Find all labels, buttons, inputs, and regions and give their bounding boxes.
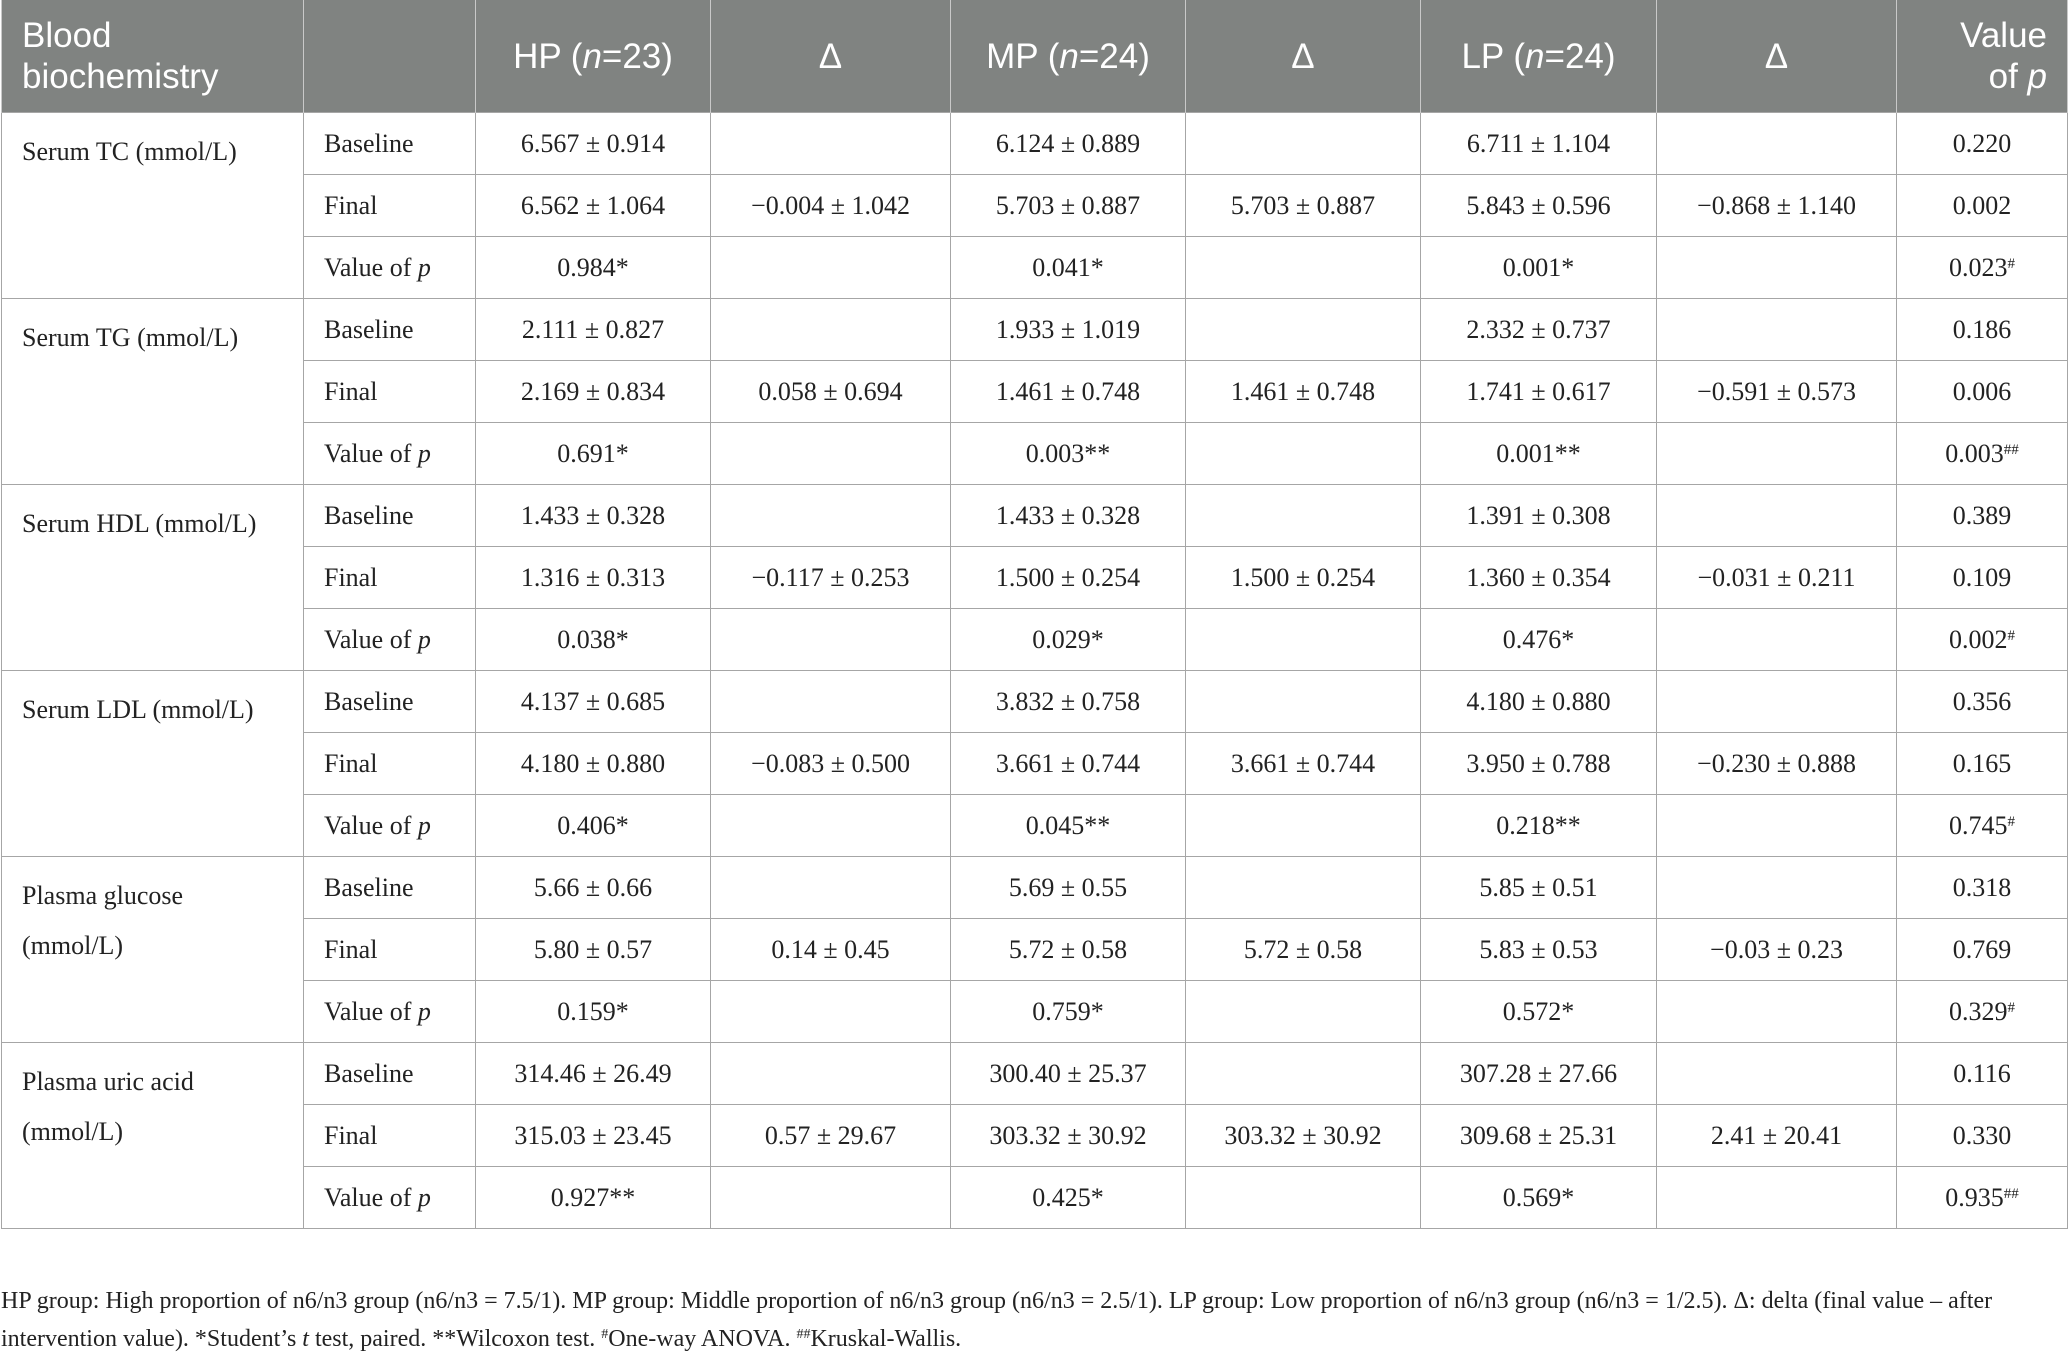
hp-delta-empty-cell <box>711 423 951 485</box>
footnote-part2: test, paired. **Wilcoxon test. <box>308 1326 602 1352</box>
hp-delta-empty-cell <box>711 981 951 1043</box>
hp-pvalue-cell: 0.691* <box>476 423 711 485</box>
table-row <box>2 485 2068 547</box>
lp-delta-empty-cell <box>1657 857 1897 919</box>
header-hp-delta: Δ <box>711 0 951 113</box>
blood-biochemistry-table <box>1 0 2068 1229</box>
lp-pvalue-cell: 0.001** <box>1421 423 1657 485</box>
header-mp-suffix: =24) <box>1078 36 1150 76</box>
table-row <box>2 919 2068 981</box>
footnote-t-var: t <box>302 1326 309 1352</box>
p-baseline-cell: 0.356 <box>1897 671 2068 733</box>
lp-pvalue-cell: 0.476* <box>1421 609 1657 671</box>
lp-delta-empty-cell <box>1657 671 1897 733</box>
p-pvalue-cell <box>1897 237 2068 299</box>
hp-delta-empty-cell <box>711 237 951 299</box>
pvalue-label-var: p <box>417 1182 431 1212</box>
lp-final-cell: 3.950 ± 0.788 <box>1421 733 1657 795</box>
pvalue-label-prefix: Value of <box>324 996 418 1026</box>
hp-delta-cell: 0.57 ± 29.67 <box>711 1105 951 1167</box>
mp-delta-empty-cell <box>1186 1167 1421 1229</box>
hp-pvalue-cell: 0.406* <box>476 795 711 857</box>
p-pvalue-number: 0.745 <box>1949 810 2008 840</box>
header-hp-n: n <box>582 36 602 76</box>
mp-delta-empty-cell <box>1186 671 1421 733</box>
header-row <box>2 0 2068 113</box>
header-mp-n: n <box>1059 36 1079 76</box>
mp-final-cell: 3.661 ± 0.744 <box>951 733 1186 795</box>
lp-delta-cell: 2.41 ± 20.41 <box>1657 1105 1897 1167</box>
row-label-baseline: Baseline <box>304 299 476 361</box>
p-pvalue-number: 0.002 <box>1949 624 2008 654</box>
lp-delta-empty-cell <box>1657 485 1897 547</box>
p-pvalue-number: 0.329 <box>1949 996 2008 1026</box>
mp-pvalue-cell: 0.003** <box>951 423 1186 485</box>
table-row <box>2 609 2068 671</box>
table-row <box>2 671 2068 733</box>
lp-delta-cell: −0.591 ± 0.573 <box>1657 361 1897 423</box>
mp-baseline-cell: 300.40 ± 25.37 <box>951 1043 1186 1105</box>
mp-delta-cell: 3.661 ± 0.744 <box>1186 733 1421 795</box>
mp-pvalue-cell: 0.041* <box>951 237 1186 299</box>
hp-pvalue-cell: 0.038* <box>476 609 711 671</box>
mp-delta-cell: 303.32 ± 30.92 <box>1186 1105 1421 1167</box>
lp-baseline-cell: 5.85 ± 0.51 <box>1421 857 1657 919</box>
lp-delta-cell: −0.03 ± 0.23 <box>1657 919 1897 981</box>
hp-baseline-cell: 4.137 ± 0.685 <box>476 671 711 733</box>
mp-delta-empty-cell <box>1186 485 1421 547</box>
row-label-pvalue <box>304 237 476 299</box>
hp-baseline-cell: 5.66 ± 0.66 <box>476 857 711 919</box>
pvalue-label-var: p <box>417 438 431 468</box>
hp-delta-cell: −0.083 ± 0.500 <box>711 733 951 795</box>
mp-delta-empty-cell <box>1186 299 1421 361</box>
table-row <box>2 795 2068 857</box>
header-lp <box>1421 0 1657 113</box>
row-label-baseline: Baseline <box>304 857 476 919</box>
p-final-cell: 0.330 <box>1897 1105 2068 1167</box>
p-pvalue-marker: ## <box>2003 1185 2019 1202</box>
hp-final-cell: 4.180 ± 0.880 <box>476 733 711 795</box>
table-row <box>2 175 2068 237</box>
row-label-final: Final <box>304 733 476 795</box>
group-label: Plasma uric acid (mmol/L) <box>2 1043 304 1229</box>
header-blood-biochemistry: Blood biochemistry <box>2 0 304 113</box>
hp-delta-cell: 0.058 ± 0.694 <box>711 361 951 423</box>
mp-delta-empty-cell <box>1186 857 1421 919</box>
mp-baseline-cell: 1.933 ± 1.019 <box>951 299 1186 361</box>
lp-delta-empty-cell <box>1657 1043 1897 1105</box>
mp-delta-empty-cell <box>1186 423 1421 485</box>
mp-delta-cell: 5.72 ± 0.58 <box>1186 919 1421 981</box>
pvalue-label-var: p <box>417 624 431 654</box>
p-pvalue-number: 0.935 <box>1945 1182 2004 1212</box>
header-p-line2-var: p <box>2027 57 2047 96</box>
hp-delta-cell: 0.14 ± 0.45 <box>711 919 951 981</box>
mp-delta-empty-cell <box>1186 1043 1421 1105</box>
row-label-final: Final <box>304 919 476 981</box>
pvalue-label-var: p <box>417 810 431 840</box>
hp-final-cell: 315.03 ± 23.45 <box>476 1105 711 1167</box>
mp-delta-empty-cell <box>1186 609 1421 671</box>
mp-delta-empty-cell <box>1186 795 1421 857</box>
header-hp-suffix: =23) <box>601 36 673 76</box>
lp-baseline-cell: 1.391 ± 0.308 <box>1421 485 1657 547</box>
header-lp-suffix: =24) <box>1544 36 1616 76</box>
mp-pvalue-cell: 0.759* <box>951 981 1186 1043</box>
lp-delta-cell: −0.230 ± 0.888 <box>1657 733 1897 795</box>
hp-delta-cell: −0.004 ± 1.042 <box>711 175 951 237</box>
p-baseline-cell: 0.116 <box>1897 1043 2068 1105</box>
lp-delta-empty-cell <box>1657 981 1897 1043</box>
lp-final-cell: 5.843 ± 0.596 <box>1421 175 1657 237</box>
lp-delta-empty-cell <box>1657 113 1897 175</box>
pvalue-label-var: p <box>417 252 431 282</box>
lp-delta-empty-cell <box>1657 423 1897 485</box>
group-label: Serum HDL (mmol/L) <box>2 485 304 671</box>
table-row <box>2 237 2068 299</box>
mp-pvalue-cell: 0.045** <box>951 795 1186 857</box>
hp-baseline-cell: 2.111 ± 0.827 <box>476 299 711 361</box>
lp-baseline-cell: 307.28 ± 27.66 <box>1421 1043 1657 1105</box>
p-baseline-cell: 0.186 <box>1897 299 2068 361</box>
table-row <box>2 547 2068 609</box>
row-label-pvalue <box>304 1167 476 1229</box>
hp-baseline-cell: 314.46 ± 26.49 <box>476 1043 711 1105</box>
mp-delta-cell: 5.703 ± 0.887 <box>1186 175 1421 237</box>
p-final-cell: 0.769 <box>1897 919 2068 981</box>
header-mp <box>951 0 1186 113</box>
lp-delta-empty-cell <box>1657 795 1897 857</box>
p-final-cell: 0.002 <box>1897 175 2068 237</box>
p-pvalue-cell <box>1897 795 2068 857</box>
p-final-cell: 0.109 <box>1897 547 2068 609</box>
table-row <box>2 423 2068 485</box>
hp-final-cell: 5.80 ± 0.57 <box>476 919 711 981</box>
row-label-final: Final <box>304 547 476 609</box>
row-label-baseline: Baseline <box>304 485 476 547</box>
lp-pvalue-cell: 0.569* <box>1421 1167 1657 1229</box>
group-label: Plasma glucose (mmol/L) <box>2 857 304 1043</box>
row-label-baseline: Baseline <box>304 671 476 733</box>
row-label-pvalue <box>304 981 476 1043</box>
lp-baseline-cell: 4.180 ± 0.880 <box>1421 671 1657 733</box>
hp-pvalue-cell: 0.927** <box>476 1167 711 1229</box>
table-row <box>2 981 2068 1043</box>
row-label-pvalue <box>304 423 476 485</box>
header-sublabel <box>304 0 476 113</box>
lp-delta-cell: −0.031 ± 0.211 <box>1657 547 1897 609</box>
lp-baseline-cell: 2.332 ± 0.737 <box>1421 299 1657 361</box>
hp-delta-empty-cell <box>711 1043 951 1105</box>
p-pvalue-cell <box>1897 423 2068 485</box>
group-label: Serum TG (mmol/L) <box>2 299 304 485</box>
pvalue-label-prefix: Value of <box>324 438 418 468</box>
mp-final-cell: 303.32 ± 30.92 <box>951 1105 1186 1167</box>
header-hp <box>476 0 711 113</box>
hp-delta-empty-cell <box>711 857 951 919</box>
lp-pvalue-cell: 0.218** <box>1421 795 1657 857</box>
mp-pvalue-cell: 0.425* <box>951 1167 1186 1229</box>
table-row <box>2 1043 2068 1105</box>
p-pvalue-number: 0.023 <box>1949 252 2008 282</box>
p-pvalue-marker: # <box>2007 999 2015 1016</box>
row-label-baseline: Baseline <box>304 1043 476 1105</box>
lp-baseline-cell: 6.711 ± 1.104 <box>1421 113 1657 175</box>
hp-delta-empty-cell <box>711 485 951 547</box>
mp-final-cell: 5.703 ± 0.887 <box>951 175 1186 237</box>
lp-delta-empty-cell <box>1657 237 1897 299</box>
p-pvalue-cell <box>1897 609 2068 671</box>
mp-delta-cell: 1.461 ± 0.748 <box>1186 361 1421 423</box>
p-pvalue-cell <box>1897 1167 2068 1229</box>
footnote-part3: One-way ANOVA. <box>608 1326 797 1352</box>
row-label-final: Final <box>304 175 476 237</box>
header-lp-delta: Δ <box>1657 0 1897 113</box>
p-baseline-cell: 0.389 <box>1897 485 2068 547</box>
row-label-final: Final <box>304 1105 476 1167</box>
table-row <box>2 857 2068 919</box>
mp-delta-empty-cell <box>1186 981 1421 1043</box>
header-lp-prefix: LP ( <box>1461 36 1526 76</box>
pvalue-label-var: p <box>417 996 431 1026</box>
hp-delta-empty-cell <box>711 671 951 733</box>
hp-final-cell: 2.169 ± 0.834 <box>476 361 711 423</box>
mp-baseline-cell: 1.433 ± 0.328 <box>951 485 1186 547</box>
pvalue-label-prefix: Value of <box>324 1182 418 1212</box>
table-row <box>2 299 2068 361</box>
pvalue-label-prefix: Value of <box>324 624 418 654</box>
lp-pvalue-cell: 0.001* <box>1421 237 1657 299</box>
table-body <box>2 113 2068 1229</box>
p-pvalue-marker: # <box>2007 813 2015 830</box>
header-mp-prefix: MP ( <box>986 36 1060 76</box>
p-baseline-cell: 0.220 <box>1897 113 2068 175</box>
p-final-cell: 0.006 <box>1897 361 2068 423</box>
header-lp-n: n <box>1525 36 1545 76</box>
table-row <box>2 361 2068 423</box>
hp-pvalue-cell: 0.159* <box>476 981 711 1043</box>
mp-delta-cell: 1.500 ± 0.254 <box>1186 547 1421 609</box>
header-mp-delta: Δ <box>1186 0 1421 113</box>
lp-final-cell: 5.83 ± 0.53 <box>1421 919 1657 981</box>
header-p-line1: Value <box>1960 16 2047 55</box>
hp-final-cell: 1.316 ± 0.313 <box>476 547 711 609</box>
p-baseline-cell: 0.318 <box>1897 857 2068 919</box>
mp-baseline-cell: 3.832 ± 0.758 <box>951 671 1186 733</box>
p-pvalue-marker: # <box>2007 627 2015 644</box>
hp-delta-empty-cell <box>711 609 951 671</box>
row-label-baseline: Baseline <box>304 113 476 175</box>
lp-delta-empty-cell <box>1657 299 1897 361</box>
footnote-sup1: # <box>601 1327 609 1342</box>
lp-final-cell: 1.360 ± 0.354 <box>1421 547 1657 609</box>
hp-delta-cell: −0.117 ± 0.253 <box>711 547 951 609</box>
table-row <box>2 1105 2068 1167</box>
header-value-of-p <box>1897 0 2068 113</box>
row-label-final: Final <box>304 361 476 423</box>
mp-final-cell: 5.72 ± 0.58 <box>951 919 1186 981</box>
lp-delta-empty-cell <box>1657 609 1897 671</box>
hp-baseline-cell: 6.567 ± 0.914 <box>476 113 711 175</box>
p-final-cell: 0.165 <box>1897 733 2068 795</box>
header-p-line2-prefix: of <box>1988 57 2028 96</box>
group-label: Serum LDL (mmol/L) <box>2 671 304 857</box>
hp-delta-empty-cell <box>711 795 951 857</box>
table-footnote <box>1 1282 2051 1358</box>
p-pvalue-cell <box>1897 981 2068 1043</box>
hp-delta-empty-cell <box>711 299 951 361</box>
lp-delta-cell: −0.868 ± 1.140 <box>1657 175 1897 237</box>
row-label-pvalue <box>304 795 476 857</box>
table-row <box>2 1167 2068 1229</box>
table-row <box>2 733 2068 795</box>
p-pvalue-number: 0.003 <box>1945 438 2004 468</box>
mp-baseline-cell: 6.124 ± 0.889 <box>951 113 1186 175</box>
hp-final-cell: 6.562 ± 1.064 <box>476 175 711 237</box>
mp-final-cell: 1.461 ± 0.748 <box>951 361 1186 423</box>
hp-baseline-cell: 1.433 ± 0.328 <box>476 485 711 547</box>
mp-pvalue-cell: 0.029* <box>951 609 1186 671</box>
lp-final-cell: 309.68 ± 25.31 <box>1421 1105 1657 1167</box>
p-pvalue-marker: ## <box>2003 441 2019 458</box>
mp-baseline-cell: 5.69 ± 0.55 <box>951 857 1186 919</box>
hp-delta-empty-cell <box>711 113 951 175</box>
table-row <box>2 113 2068 175</box>
pvalue-label-prefix: Value of <box>324 252 418 282</box>
footnote-part1: HP group: High proportion of n6/n3 group (n6/n3 = 7.5/1). MP group: Middle proportion of n6/n3 group (n6/n3 = 2.5/1). LP group: Low proportion of n6/n3 group (n6/n3 = 1/2.5). Δ: delta (final value – after intervention value). *Student’s <box>1 1288 1993 1352</box>
lp-pvalue-cell: 0.572* <box>1421 981 1657 1043</box>
hp-pvalue-cell: 0.984* <box>476 237 711 299</box>
mp-delta-empty-cell <box>1186 113 1421 175</box>
row-label-pvalue <box>304 609 476 671</box>
p-pvalue-marker: # <box>2007 255 2015 272</box>
footnote-part4: Kruskal-Wallis. <box>810 1326 962 1352</box>
group-label: Serum TC (mmol/L) <box>2 113 304 299</box>
header-hp-prefix: HP ( <box>513 36 583 76</box>
pvalue-label-prefix: Value of <box>324 810 418 840</box>
footnote-sup2: ## <box>796 1327 811 1342</box>
mp-delta-empty-cell <box>1186 237 1421 299</box>
hp-delta-empty-cell <box>711 1167 951 1229</box>
lp-delta-empty-cell <box>1657 1167 1897 1229</box>
mp-final-cell: 1.500 ± 0.254 <box>951 547 1186 609</box>
lp-final-cell: 1.741 ± 0.617 <box>1421 361 1657 423</box>
